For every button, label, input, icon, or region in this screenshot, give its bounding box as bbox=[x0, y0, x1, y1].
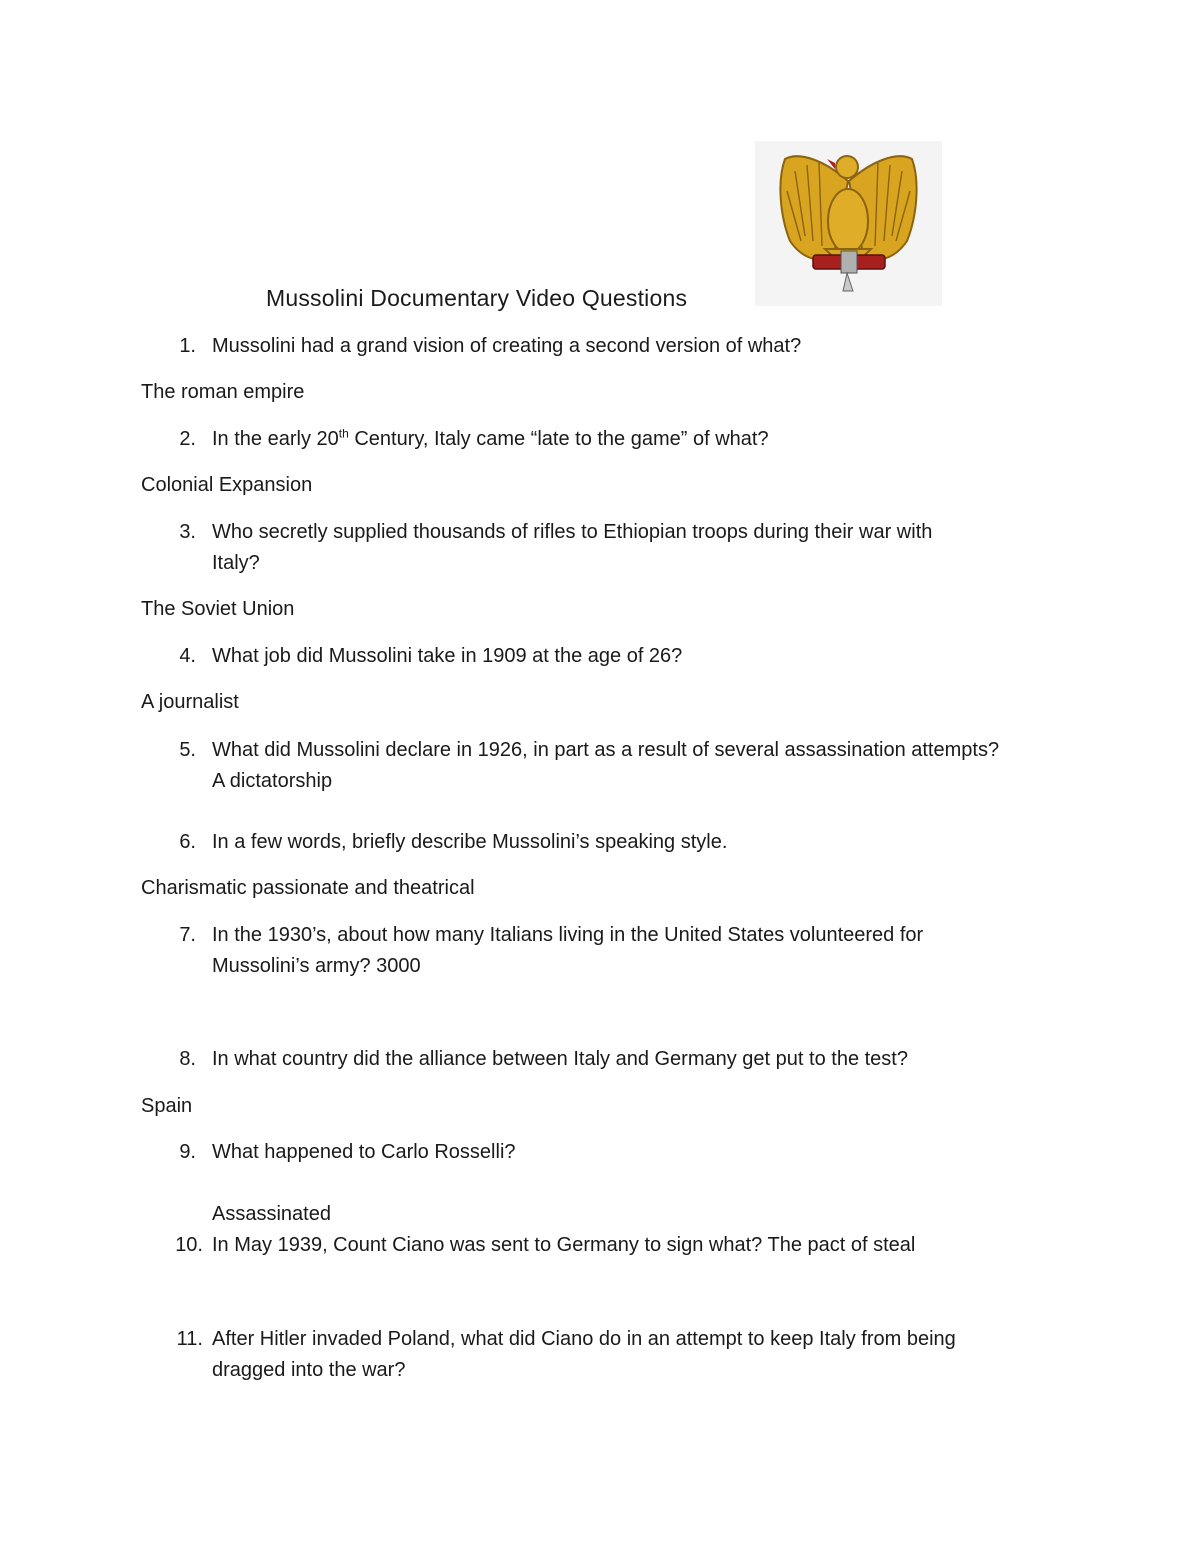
answer-text: A dictatorship bbox=[212, 770, 333, 792]
question-number: 8. bbox=[179, 1048, 196, 1070]
question-text: Mussolini had a grand vision of creating a second version of what? bbox=[212, 335, 802, 357]
answer-text: Charismatic passionate and theatrical bbox=[141, 877, 475, 899]
question-number: 11. bbox=[176, 1328, 203, 1350]
question-number: 6. bbox=[179, 831, 196, 853]
question-number: 1. bbox=[179, 335, 196, 357]
question-text: dragged into the war? bbox=[212, 1359, 406, 1381]
fascist-eagle-emblem-icon bbox=[755, 141, 942, 306]
question-text: Mussolini’s army? 3000 bbox=[212, 955, 421, 977]
answer-text: The roman empire bbox=[141, 381, 305, 403]
answer-text: A journalist bbox=[141, 691, 239, 713]
question-text: What did Mussolini declare in 1926, in part as a result of several assassination attempts? bbox=[212, 739, 1000, 761]
answer-text: Spain bbox=[141, 1095, 193, 1117]
question-number: 10. bbox=[175, 1234, 203, 1256]
question-text: Who secretly supplied thousands of rifles to Ethiopian troops during their war with bbox=[212, 521, 933, 543]
question-number: 7. bbox=[179, 924, 196, 946]
question-text: Italy? bbox=[212, 552, 260, 574]
question-text: In a few words, briefly describe Mussolini’s speaking style. bbox=[212, 831, 728, 853]
question-text: In the 1930’s, about how many Italians living in the United States volunteered for bbox=[212, 924, 924, 946]
question-number: 5. bbox=[179, 739, 196, 761]
page-title: Mussolini Documentary Video Questions bbox=[266, 285, 688, 311]
question-text: What job did Mussolini take in 1909 at the age of 26? bbox=[212, 645, 683, 667]
question-number: 3. bbox=[179, 521, 196, 543]
answer-text: Colonial Expansion bbox=[141, 474, 313, 496]
question-number: 4. bbox=[179, 645, 196, 667]
question-number: 2. bbox=[179, 428, 196, 450]
question-text: In May 1939, Count Ciano was sent to Germany to sign what? The pact of steal bbox=[212, 1234, 916, 1256]
question-text: In the early 20th Century, Italy came “late to the game” of what? bbox=[212, 426, 769, 450]
answer-text: Assassinated bbox=[212, 1203, 331, 1225]
question-text: After Hitler invaded Poland, what did Ciano do in an attempt to keep Italy from being bbox=[212, 1328, 956, 1350]
question-text: In what country did the alliance between Italy and Germany get put to the test? bbox=[212, 1048, 908, 1070]
question-number: 9. bbox=[179, 1141, 196, 1163]
question-text: What happened to Carlo Rosselli? bbox=[212, 1141, 516, 1163]
answer-text: The Soviet Union bbox=[141, 598, 295, 620]
